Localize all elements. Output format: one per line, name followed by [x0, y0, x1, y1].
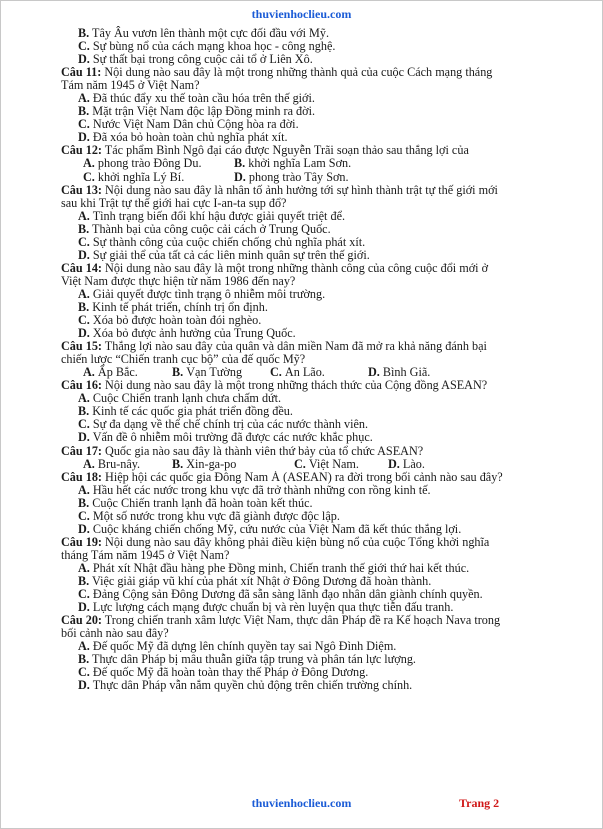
- q16-option-a: A. Cuộc Chiến tranh lạnh chưa chấm dứt.: [78, 391, 282, 406]
- q19-option-b: B. Việc giải giáp vũ khí của phát xít Nhật ở Đông Dương đã hoàn thành.: [78, 573, 432, 588]
- q12-option-d: D. phong trào Tây Sơn.: [234, 169, 349, 184]
- q12-options-row-2: [61, 171, 561, 184]
- option-d: D. Sự thất bại trong công cuộc cải tổ ở Liên Xô.: [78, 52, 313, 67]
- q16-option-d: D. Vấn đề ô nhiễm môi trường đã được các nước khắc phục.: [78, 430, 373, 445]
- q18-option-b: B. Cuộc Chiến tranh lạnh đã hoàn toàn kết thúc.: [78, 495, 313, 510]
- q18-option-a: A. Hầu hết các nước trong khu vực đã trở thành những con rồng kinh tế.: [78, 482, 431, 497]
- q20-option-a: A. Đế quốc Mỹ đã dựng lên chính quyền tay sai Ngô Đình Diệm.: [78, 639, 397, 654]
- question-20-cont: bối cảnh nào sau đây?: [61, 627, 169, 641]
- q11-option-a: A. Đã thúc đẩy xu thế toàn cầu hóa trên thế giới.: [78, 91, 315, 106]
- question-20: Câu 20: Trong chiến tranh xâm lược Việt Nam, thực dân Pháp đề ra Kế hoạch Nava trong: [61, 614, 501, 628]
- q15-option-a: A. Ấp Bắc.: [83, 365, 138, 380]
- footer-site-link[interactable]: thuvienhoclieu.com: [251, 796, 352, 810]
- question-12: Câu 12: Tác phẩm Bình Ngô đại cáo được Nguyễn Trãi soạn thảo sau thắng lợi của: [61, 144, 469, 158]
- q20-option-d: D. Thực dân Pháp vẫn nắm quyền chủ động trên chiến trường chính.: [78, 678, 413, 693]
- q12-option-c: C. khởi nghĩa Lý Bí.: [83, 169, 185, 184]
- q13-option-c: C. Sự thành công của cuộc chiến chống chủ nghĩa phát xít.: [78, 234, 366, 249]
- q14-option-a: A. Giải quyết được tình trạng ô nhiễm môi trường.: [78, 286, 326, 301]
- question-18: Câu 18: Hiệp hội các quốc gia Đông Nam Á (ASEAN) ra đời trong bối cảnh nào sau đây?: [61, 470, 503, 484]
- question-15-cont: chiến lược “Chiến tranh cục bộ” của đế quốc Mỹ?: [61, 353, 306, 367]
- option-b: B. Tây Âu vươn lên thành một cực đối đầu với Mỹ.: [78, 26, 329, 40]
- page-number: Trang 2: [459, 796, 500, 810]
- q20-option-c: C. Đế quốc Mỹ đã hoàn toàn thay thế Pháp ở Đông Dương.: [78, 665, 369, 680]
- q16-option-b: B. Kinh tế các quốc gia phát triển đồng đều.: [78, 404, 293, 419]
- q14-option-c: C. Xóa bỏ được hoàn toàn đói nghèo.: [78, 313, 262, 328]
- q15-option-b: B. Vạn Tường: [172, 365, 243, 380]
- q20-option-b: B. Thực dân Pháp bị mâu thuẫn giữa tập trung và phân tán lực lượng.: [78, 652, 416, 667]
- q17-options-row: [61, 458, 561, 471]
- q15-options-row: [61, 366, 561, 379]
- question-11-cont: Tám năm 1945 ở Việt Nam?: [61, 79, 200, 93]
- q18-option-c: C. Một số nước trong khu vực đã giành được độc lập.: [78, 508, 340, 523]
- header-site-link[interactable]: thuvienhoclieu.com: [251, 7, 352, 21]
- q11-option-c: C. Nước Việt Nam Dân chủ Cộng hòa ra đời.: [78, 117, 299, 132]
- q15-option-d: D. Bình Giã.: [368, 365, 431, 380]
- q11-option-b: B. Mặt trận Việt Nam độc lập Đồng minh ra đời.: [78, 104, 316, 119]
- question-17: Câu 17: Quốc gia nào sau đây là thành viên thứ bảy của tổ chức ASEAN?: [61, 444, 424, 458]
- question-14-cont: Việt Nam được thực hiện từ năm 1986 đến nay?: [61, 274, 296, 288]
- question-13: Câu 13: Nội dung nào sau đây là nhân tố ảnh hưởng tới sự hình thành trật tự thế giới mới: [61, 183, 498, 197]
- q18-option-d: D. Cuộc kháng chiến chống Mỹ, cứu nước của Việt Nam đã kết thúc thắng lợi.: [78, 521, 462, 536]
- q19-option-a: A. Phát xít Nhật đầu hàng phe Đồng minh, Chiến tranh thế giới thứ hai kết thúc.: [78, 560, 470, 575]
- q11-option-d: D. Đã xóa bỏ hoàn toàn chủ nghĩa phát xít.: [78, 130, 288, 145]
- q14-option-b: B. Kinh tế phát triển, chính trị ổn định.: [78, 299, 268, 314]
- q17-option-b: B. Xin-ga-po: [172, 456, 237, 471]
- q13-option-b: B. Thành bại của công cuộc cải cách ở Trung Quốc.: [78, 221, 331, 236]
- q14-option-d: D. Xóa bỏ được ảnh hưởng của Trung Quốc.: [78, 326, 296, 341]
- question-19: Câu 19: Nội dung nào sau đây không phải điều kiện bùng nổ của cuộc Tổng khởi nghĩa: [61, 535, 490, 549]
- q19-option-d: D. Lực lượng cách mạng được chuẩn bị và rèn luyện qua thực tiễn đấu tranh.: [78, 600, 454, 615]
- question-11: Câu 11: Nội dung nào sau đây là một trong những thành quả của cuộc Cách mạng tháng: [61, 66, 493, 80]
- q15-option-c: C. An Lão.: [270, 365, 325, 380]
- q12-option-b: B. khởi nghĩa Lam Sơn.: [234, 156, 352, 171]
- question-14: Câu 14: Nội dung nào sau đây là một trong những thành công của công cuộc đổi mới ở: [61, 261, 489, 275]
- q17-option-a: A. Bru-nây.: [83, 456, 141, 471]
- q19-option-c: C. Đảng Cộng sản Đông Dương đã sẵn sàng lãnh đạo nhân dân giành chính quyền.: [78, 587, 483, 602]
- question-19-cont: tháng Tám năm 1945 ở Việt Nam?: [61, 548, 230, 562]
- q13-option-d: D. Sự giải thể của tất cả các liên minh quân sự trên thế giới.: [78, 247, 370, 262]
- q13-option-a: A. Tình trạng biến đổi khí hậu được giải quyết triệt để.: [78, 208, 346, 223]
- q12-options-row-1: [61, 157, 561, 170]
- exam-content: [61, 27, 561, 692]
- question-13-cont: sau khi Trật tự thế giới hai cực I-an-ta sụp đổ?: [61, 196, 287, 210]
- option-c: C. Sự bùng nổ của cách mạng khoa học - công nghệ.: [78, 39, 336, 54]
- q17-option-c: C. Việt Nam.: [294, 456, 359, 471]
- q17-option-d: D. Lào.: [388, 456, 425, 471]
- question-16: Câu 16: Nội dung nào sau đây là một trong những thách thức của Cộng đồng ASEAN?: [61, 379, 488, 393]
- question-15: Câu 15: Thắng lợi nào sau đây của quân và dân miền Nam đã mở ra khả năng đánh bại: [61, 340, 487, 354]
- q16-option-c: C. Sự đa dạng về thể chế chính trị của các nước thành viên.: [78, 417, 369, 432]
- q12-option-a: A. phong trào Đông Du.: [83, 156, 202, 171]
